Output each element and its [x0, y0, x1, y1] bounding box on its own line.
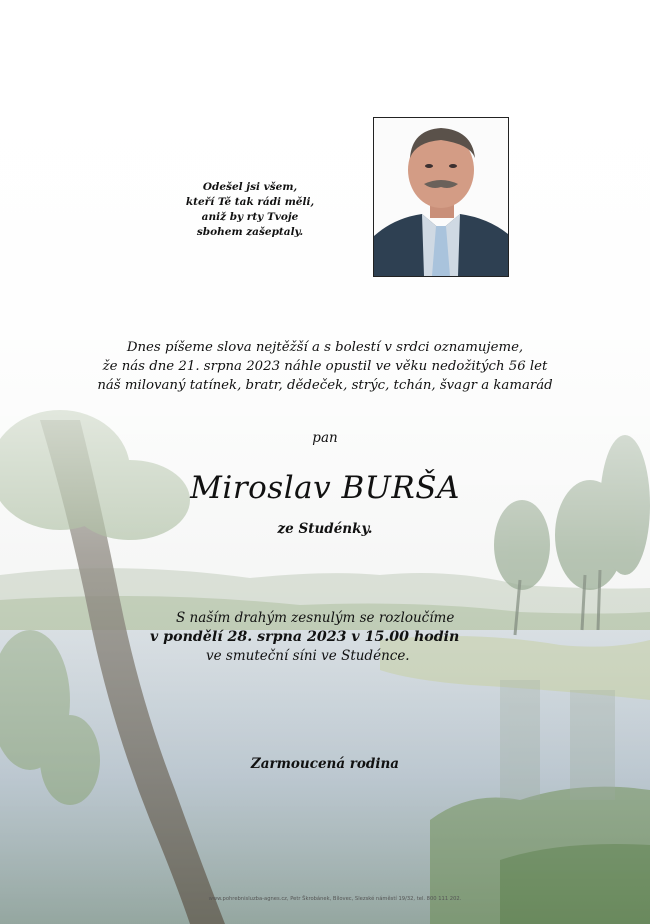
- deceased-origin: ze Studénky.: [277, 521, 373, 537]
- memorial-poem: [150, 180, 350, 240]
- announcement-line: náš milovaný tatínek, bratr, dědeček, strýc, tchán, švagr a kamarád: [97, 378, 553, 393]
- portrait-photo: [373, 117, 509, 277]
- portrait-figure: [374, 118, 508, 276]
- footer-contact: www.pohrebnisluzba-agnes.cz, Petr Škrobánek, Bílovec, Slezské náměstí 19/32, tel. 800 111 202.: [208, 896, 462, 902]
- announcement-text: [0, 338, 650, 395]
- poem-line: aniž by rty Tvoje: [201, 211, 299, 223]
- announcement-line: že nás dne 21. srpna 2023 náhle opustil ve věku nedožitých 56 let: [102, 359, 548, 374]
- farewell-intro: S naším drahým zesnulým se rozloučíme: [176, 610, 455, 626]
- farewell-datetime: v pondělí 28. srpna 2023 v 15.00 hodin: [150, 629, 460, 645]
- poem-line: kteří Tě tak rádi měli,: [185, 196, 315, 208]
- announcement-line: Dnes píšeme slova nejtěžší a s bolestí v srdci oznamujeme,: [126, 340, 524, 355]
- title-word: pan: [312, 430, 338, 446]
- signature: Zarmoucená rodina: [250, 756, 400, 772]
- deceased-name: Miroslav BURŠA: [190, 470, 460, 506]
- poem-line: sbohem zašeptaly.: [196, 226, 304, 238]
- funeral-details: [150, 609, 490, 666]
- poem-line: Odešel jsi všem,: [202, 181, 298, 193]
- farewell-venue: ve smuteční síni ve Studénce.: [206, 648, 410, 664]
